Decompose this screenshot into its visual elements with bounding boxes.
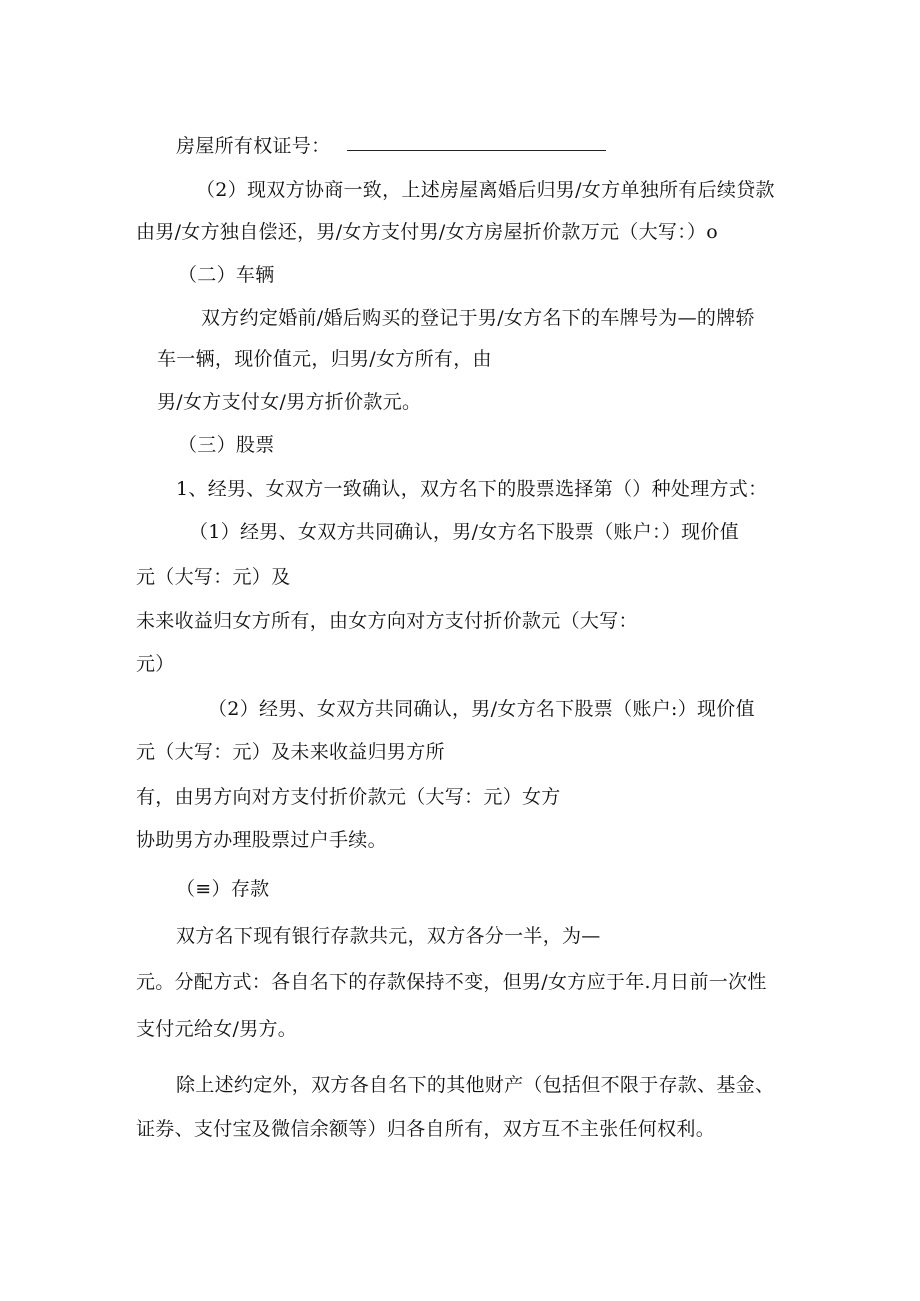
paragraph-line: 证券、支付宝及微信余额等）归各自所有，双方互不主张任何权利。 xyxy=(136,1118,716,1140)
paragraph-line: 男/女方支付女/男方折价款元。 xyxy=(157,391,422,413)
paragraph-line: 车一辆，现价值元，归男/女方所有，由 xyxy=(157,348,492,370)
paragraph-line: （2）现双方协商一致，上述房屋离婚后归男/女方单独所有后续贷款 xyxy=(196,179,775,201)
paragraph-line: 元（大写：元）及未来收益归男方所 xyxy=(136,741,445,763)
section-heading-deposits: （≡）存款 xyxy=(176,878,270,900)
paragraph-line: 元。分配方式：各自名下的存款保持不变，但男/女方应于年.月日前一次性 xyxy=(136,971,767,993)
paragraph-line: 双方名下现有银行存款共元，双方各分一半，为— xyxy=(176,925,601,947)
certificate-number-blank xyxy=(347,150,606,151)
paragraph-line: 未来收益归女方所有，由女方向对方支付折价款元（大写： xyxy=(136,610,638,632)
paragraph-line: 元（大写：元）及 xyxy=(136,566,291,588)
paragraph-line: 由男/女方独自偿还，男/女方支付男/女方房屋折价款万元（大写：）o xyxy=(136,221,719,243)
paragraph-line: 支付元给女/男方。 xyxy=(136,1018,298,1040)
paragraph-line: 有，由男方向对方支付折价款元（大写：元）女方 xyxy=(136,786,561,808)
section-heading-stocks: （三）股票 xyxy=(178,434,275,456)
paragraph-line: （2）经男、女双方共同确认，男/女方名下股票（账户:）现价值 xyxy=(208,698,755,720)
paragraph-line: 1、经男、女双方一致确认，双方名下的股票选择第（）种处理方式： xyxy=(176,478,768,500)
section-heading-vehicle: （二）车辆 xyxy=(178,264,275,286)
paragraph-line: 元） xyxy=(136,653,175,675)
paragraph-line: （1）经男、女双方共同确认，男/女方名下股票（账户：）现价值 xyxy=(189,521,739,543)
paragraph-line: 双方约定婚前/婚后购买的登记于男/女方名下的车牌号为—的牌轿 xyxy=(201,307,755,329)
paragraph-line: 协助男方办理股票过户手续。 xyxy=(136,829,387,851)
paragraph-line: 除上述约定外，双方各自名下的其他财产（包括但不限于存款、基金、 xyxy=(176,1074,775,1096)
property-certificate-label: 房屋所有权证号： xyxy=(176,135,331,157)
